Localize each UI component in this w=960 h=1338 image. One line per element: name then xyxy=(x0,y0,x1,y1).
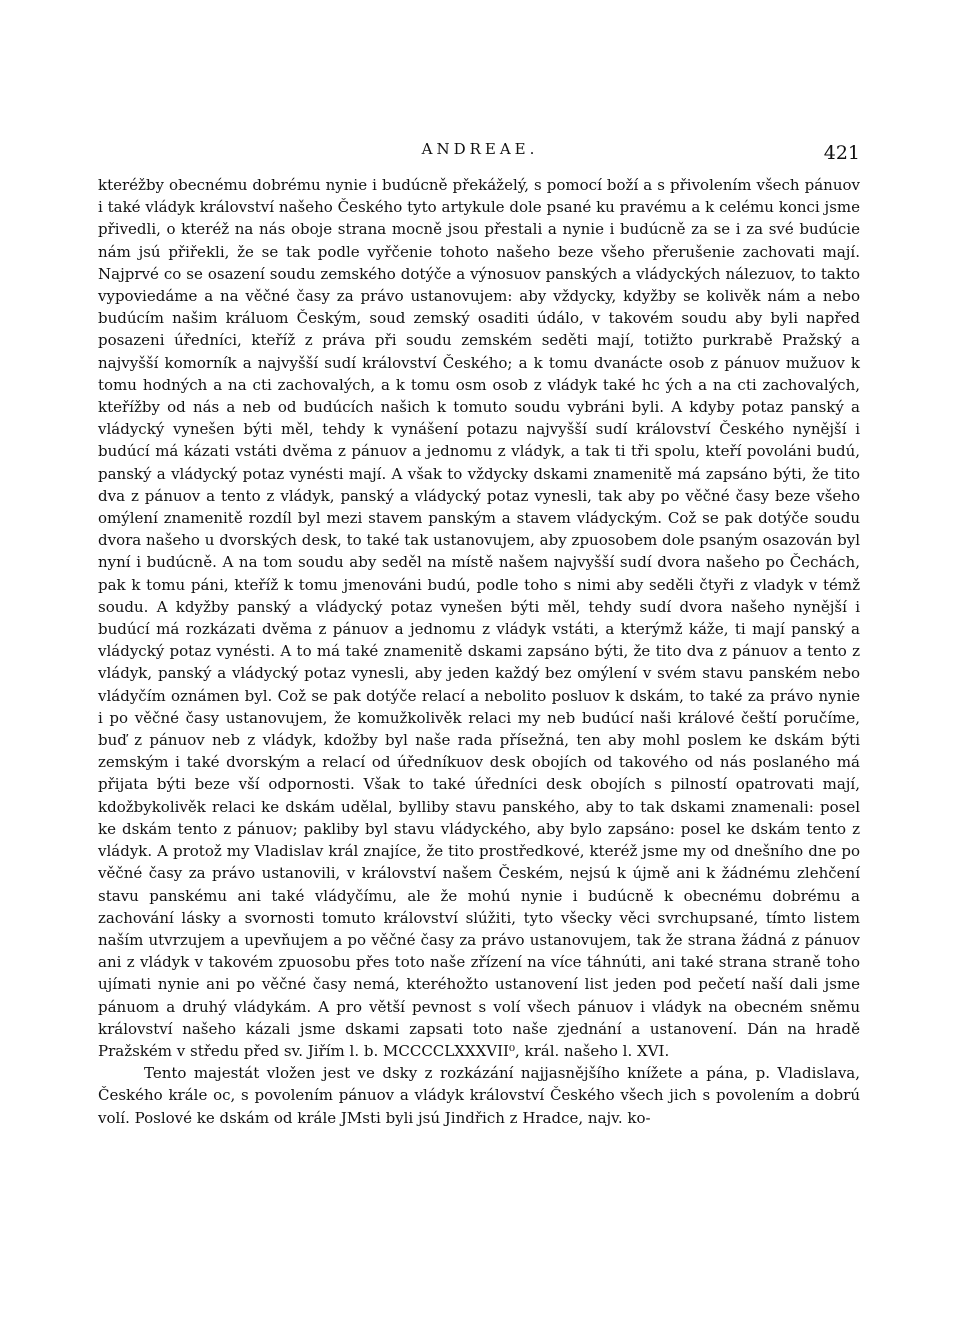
running-title: ANDREAE. xyxy=(421,140,539,158)
running-header xyxy=(0,138,960,166)
body-text xyxy=(98,174,860,1129)
page-number: 421 xyxy=(823,142,860,164)
body-paragraph-2: Tento majestát vložen jest ve dsky z rozkázání najjasnějšího knížete a pána, p. Vladislava, Českého krále oc, s povolením pánuov a vládyk království Českého všech jich s povolením a dobrú volí. Poslové ke dskám od krále JMsti byli jsú Jindřich z Hradce, najv. ko- xyxy=(98,1064,860,1127)
body-paragraph-1: kteréžby obecnému dobrému nynie i budúcně překáželý, s pomocí boží a s přivolením všech pánuov i také vládyk království našeho Českého tyto artykule dole psané ku pravému a k celému konci jsme přivedli, o kteréž na nás oboje strana mocně jsou přestali a nynie i budúcně za se i za své budúcie nám jsú přiřekli, že se tak podle vyřčenie tohoto našeho beze všeho přerušenie zachovati mají. Najprvé co se osazení soudu zemského dotýče a výnosuov panských a vládyckých nálezuov, to takto vypoviedáme a na věčné časy za právo ustanovujem: aby vždycky, kdyžby se kolivěk nám a nebo budúcím našim králuom Českým, soud zemský osaditi údálo, v takovém soudu aby byli napřed posazeni úředníci, kteříž z práva při soudu zemském seděti mají, totižto purkrabě Pražský a najvyšší komorník a najvyšší sudí království Českého; a k tomu dvanácte osob z pánuov mužuov k tomu hodných a na cti zachovalých, a k tomu osm osob z vládyk také hc ých a na cti zachovalých, kteřížby od nás a neb od budúcích našich k tomuto soudu vybráni byli. A kdyby potaz panský a vládycký vynešen býti měl, tehdy k vynášení potazu najvyšší sudí království Českého nynější i budúcí má kázati vstáti dvěma z pánuov a jednomu z vládyk, a tak ti tři spolu, kteří povoláni budú, panský a vládycký potaz vynésti mají. A však to vždycky dskami znamenitě má zapsáno býti, že tito dva z pánuov a tento z vládyk, panský a vládycký potaz vynesli, tak aby po věčné časy beze všeho omýlení znamenitě rozdíl byl mezi stavem panským a stavem vládyckým. Což se pak dotýče soudu dvora našeho u dvorských desk, to také tak ustanovujem, aby zpuosobem dole psaným osazován byl nyní i budúcně. A na tom soudu aby seděl na místě našem najvyšší sudí dvora našeho po Čechách, pak k tomu páni, kteříž k tomu jmenováni budú, podle toho s nimi aby seděli čtyři z vladyk v témž soudu. A kdyžby panský a vládycký potaz vynešen býti měl, tehdy sudí dvora našeho nynější i budúcí má rozkázati dvěma z pánuov a jednomu z vládyk vstáti, a kterýmž káže, ti mají panský a vládycký potaz vynésti. A to má také znamenitě dskami zapsáno býti, že tito dva z pánuov a tento z vládyk, panský a vládycký potaz vynesli, aby jeden každý bez omýlení v svém stavu panském nebo vládyčím oznámen byl. Což se pak dotýče relací a nebolito posluov k dskám, to také za právo nynie i po věčné časy ustanovujem, že komužkolivěk relaci my neb budúcí naši králové čeští poručíme, buď z pánuov neb z vládyk, kdožby byl naše rada přísežná, ten aby mohl poslem ke dskám býti zemským i také dvorským a relací od úředníkuov desk obojích od takového od nás poslaného má přijata býti beze vší odpornosti. Však to také úředníci desk obojích s pilností opatrovati mají, kdožbykolivěk relaci ke dskám udělal, bylliby stavu panského, aby to tak dskami znamenali: posel ke dskám tento z pánuov; pakliby byl stavu vládyckého, aby bylo zapsáno: posel ke dskám tento z vládyk. A protož my Vladislav král znajíce, že tito prostředkové, kteréž jsme my od dnešního dne po věčné časy za právo ustanovili, v království našem Českém, nejsú k újmě ani k žádnému zlehčení stavu panskému ani také vládyčímu, ale že mohú nynie i budúcně k obecnému dobrému a zachování lásky a svornosti tomuto království slúžiti, tyto všecky věci svrchupsané, tímto listem naším utvrzujem a upevňujem a po věčné časy za právo ustanovujem, tak že strana žádná z pánuov ani z vládyk v takovém zpuosobu přes toto naše zřízení na více táhnúti, ani také strana straně toho ujímati nynie ani po věčné časy nemá, kteréhožto ustanovení list jeden pod pečetí naší dali jsme pánuom a druhý vládykám. A pro větší pevnost s volí všech pánuov i vládyk na obecném sněmu království našeho kázali jsme dskami zapsati toto naše zjednání a ustanovení. Dán na hradě Pražském v středu před sv. Jiřím l. b. MCCCCLXXXVII⁰, král. našeho l. XVI. xyxy=(98,176,860,1060)
